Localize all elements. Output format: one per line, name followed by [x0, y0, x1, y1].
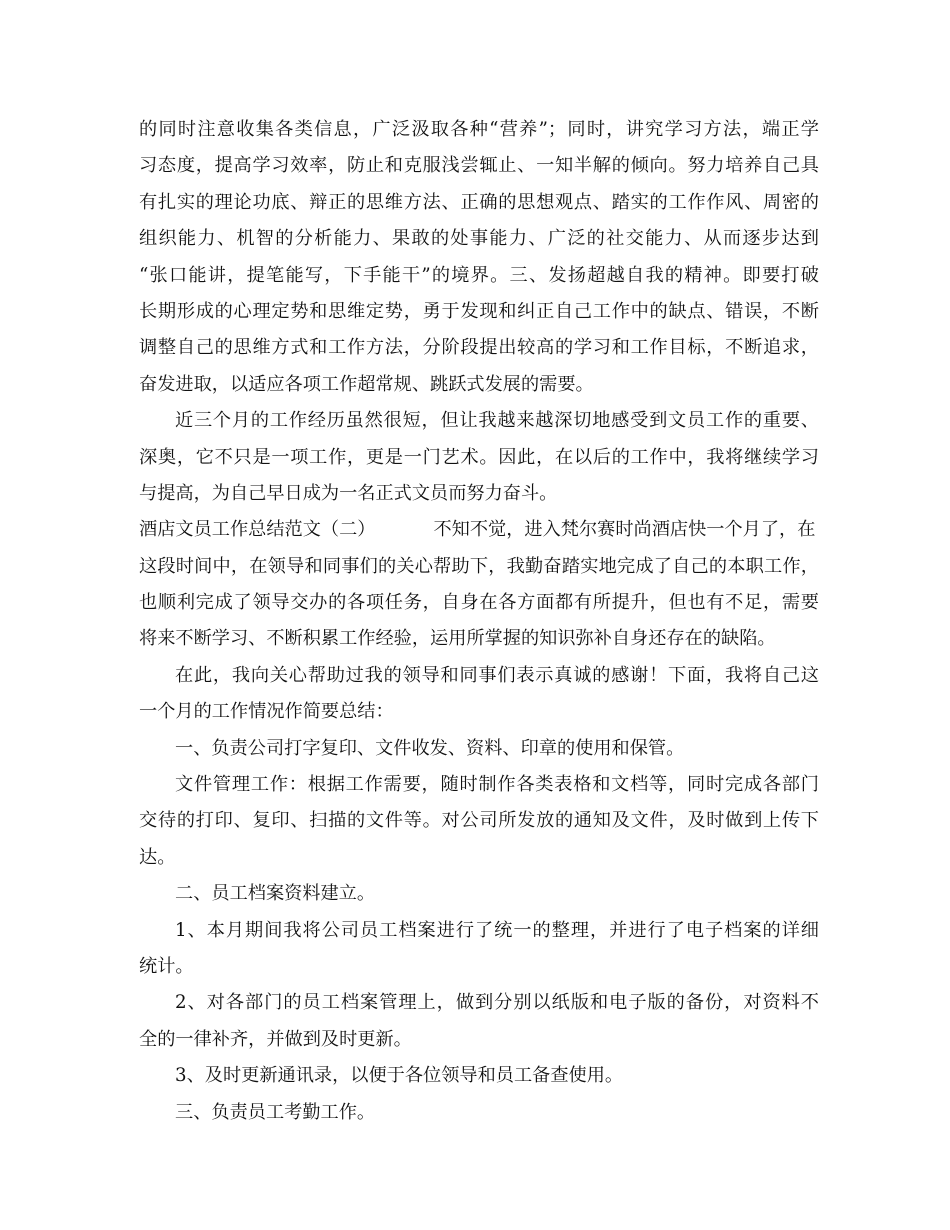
text-line — [139, 403, 819, 439]
text-line — [139, 512, 819, 548]
line-text: 与提高，为自己早日成为一名正式文员而努力奋斗。 — [139, 482, 558, 504]
text-line — [139, 367, 819, 403]
section-heading: 酒店文员工作总结范文（二） — [139, 519, 376, 541]
text-line — [139, 585, 819, 621]
line-text: 三、负责员工考勤工作。 — [175, 1101, 376, 1123]
line-text: 调整自己的思维方式和工作方法，分阶段提出较高的学习和工作目标，不断追求， — [139, 337, 819, 359]
line-text: 在此，我向关心帮助过我的领导和同事们表示真诚的感谢！下面，我将自己这 — [175, 664, 819, 686]
document-body — [139, 112, 819, 1131]
line-text: 近三个月的工作经历虽然很短，但让我越来越深切地感受到文员工作的重要、 — [175, 410, 819, 432]
text-line — [139, 621, 819, 657]
line-text: 全的一律补齐，并做到及时更新。 — [139, 1028, 412, 1050]
text-line — [139, 985, 819, 1021]
line-text: 达。 — [139, 846, 176, 868]
line-text: 一、负责公司打字复印、文件收发、资料、印章的使用和保管。 — [175, 737, 685, 759]
line-text: 有扎实的理论功底、辩正的思维方法、正确的思想观点、踏实的工作作风、周密的 — [139, 191, 819, 213]
text-line — [139, 658, 819, 694]
text-line — [139, 767, 819, 803]
text-line — [139, 949, 819, 985]
text-line — [139, 185, 819, 221]
line-text: 组织能力、机智的分析能力、果敢的处事能力、广泛的社交能力、从而逐步达到 — [139, 228, 819, 250]
line-text: 3、及时更新通讯录，以便于各位领导和员工备查使用。 — [175, 1065, 624, 1087]
line-text: 一个月的工作情况作简要总结： — [139, 701, 394, 723]
line-text: 深奥，它不只是一项工作，更是一门艺术。因此，在以后的工作中，我将继续学习 — [139, 446, 819, 468]
line-text: 将来不断学习、不断积累工作经验，运用所掌握的知识弥补自身还存在的缺陷。 — [139, 628, 776, 650]
line-text: 交待的打印、复印、扫描的文件等。对公司所发放的通知及文件，及时做到上传下 — [139, 810, 819, 832]
text-line — [139, 148, 819, 184]
line-text: 长期形成的心理定势和思维定势，勇于发现和纠正自己工作中的缺点、错误，不断 — [139, 300, 819, 322]
text-line — [139, 840, 819, 876]
text-line — [139, 440, 819, 476]
line-text: 这段时间中，在领导和同事们的关心帮助下，我勤奋踏实地完成了自己的本职工作， — [139, 555, 819, 577]
text-line — [139, 1095, 819, 1131]
line-text: 统计。 — [139, 955, 194, 977]
text-line — [139, 1022, 819, 1058]
text-line — [139, 549, 819, 585]
line-text: 2、对各部门的员工档案管理上，做到分别以纸版和电子版的备份，对资料不 — [175, 992, 819, 1014]
line-text: 1、本月期间我将公司员工档案进行了统一的整理，并进行了电子档案的详细 — [175, 919, 819, 941]
text-line — [139, 876, 819, 912]
text-line — [139, 294, 819, 330]
line-text: 习态度，提高学习效率，防止和克服浅尝辄止、一知半解的倾向。努力培养自己具 — [139, 155, 819, 177]
line-text: 奋发进取，以适应各项工作超常规、跳跃式发展的需要。 — [139, 373, 594, 395]
text-line — [139, 258, 819, 294]
line-text: 文件管理工作：根据工作需要，随时制作各类表格和文档等，同时完成各部门 — [175, 774, 819, 796]
text-line — [139, 731, 819, 767]
text-line — [139, 694, 819, 730]
line-text: 的同时注意收集各类信息，广泛汲取各种“营养”；同时，讲究学习方法，端正学 — [139, 119, 819, 140]
text-line — [139, 803, 819, 839]
text-line — [139, 330, 819, 366]
line-text: 二、员工档案资料建立。 — [175, 883, 376, 905]
line-text: “张口能讲，提笔能写，下手能干”的境界。三、发扬超越自我的精神。即要打破 — [139, 264, 819, 286]
line-text: 也顺利完成了领导交办的各项任务，自身在各方面都有所提升，但也有不足，需要 — [139, 592, 819, 614]
text-line — [139, 913, 819, 949]
text-line — [139, 1058, 819, 1094]
text-line — [139, 476, 819, 512]
text-line — [139, 221, 819, 257]
text-line — [139, 112, 819, 148]
line-text: 不知不觉，进入梵尔赛时尚酒店快一个月了，在 — [433, 519, 816, 541]
